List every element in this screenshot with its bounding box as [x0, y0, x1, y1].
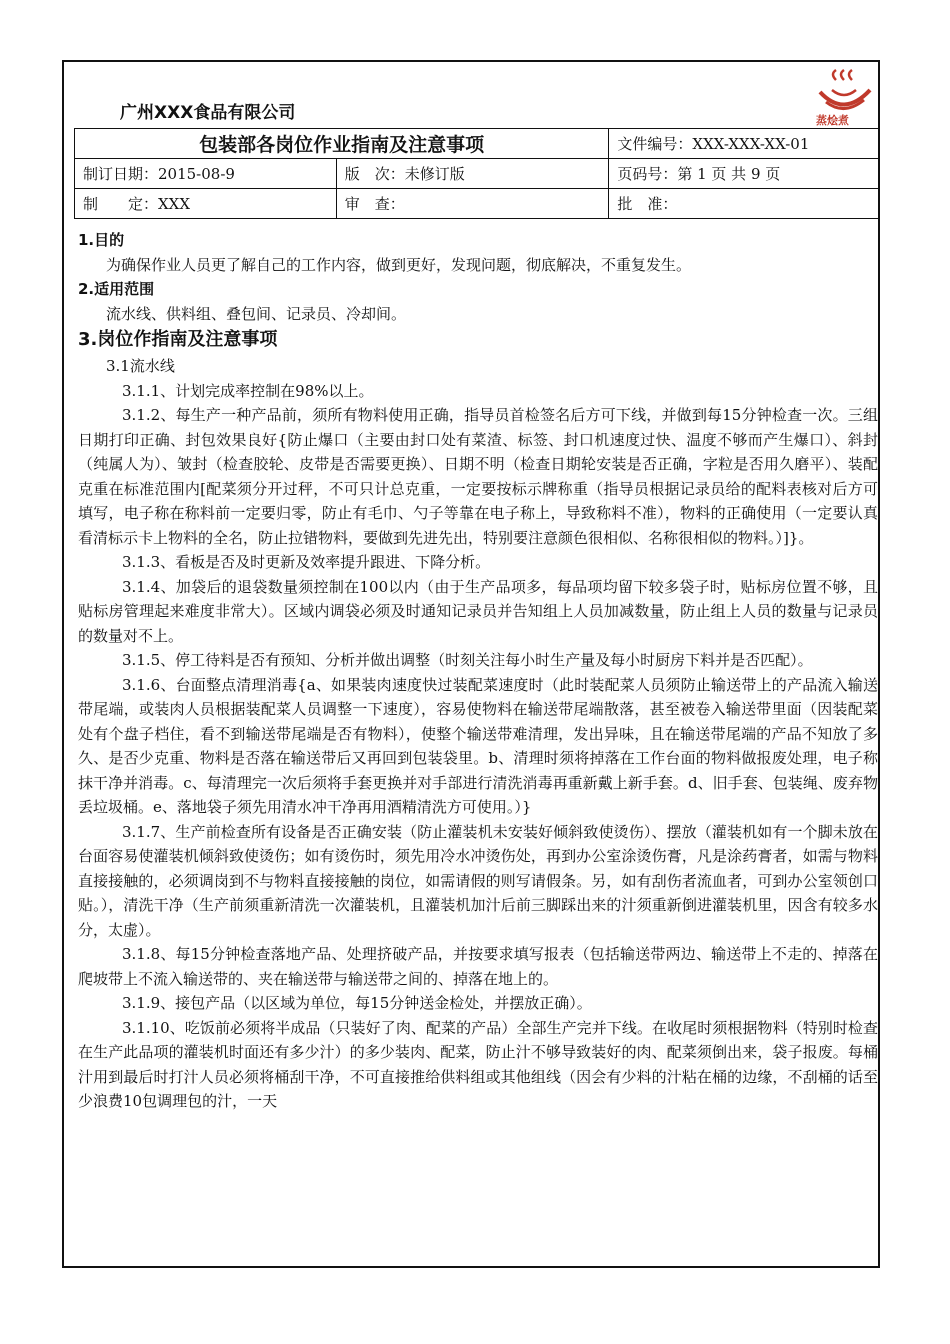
page-number: 页码号：第 1 页 共 9 页 — [609, 159, 879, 189]
document-number: 文件编号：XXX-XXX-XX-01 — [609, 129, 879, 159]
approved-by: 批 准： — [609, 189, 879, 219]
item-3-1-1: 3.1.1、计划完成率控制在98%以上。 — [122, 381, 374, 400]
version: 版 次：未修订版 — [336, 159, 609, 189]
section-1-heading: 1.目的 — [78, 231, 125, 249]
section-2-heading: 2.适用范围 — [78, 280, 155, 298]
section-2-text: 流水线、供料组、叠包间、记录员、冷却间。 — [106, 304, 407, 323]
company-name: 广州XXX食品有限公司 — [120, 103, 296, 123]
item-3-1-9: 3.1.9、接包产品（以区域为单位，每15分钟送金检处，并摆放正确）。 — [122, 994, 592, 1012]
document-title: 包装部各岗位作业指南及注意事项 — [75, 129, 609, 159]
item-3-1-5: 3.1.5、停工待料是否有预知、分析并做出调整（时刻关注每小时生产量及每小时厨房下料并是否匹配）。 — [122, 651, 813, 669]
item-3-1-4: 3.1.4、加袋后的退袋数量须控制在100以内（由于生产品项多，每品项均留下较多袋子时，贴标房位置不够，且贴标房管理起来难度非常大）。区域内调袋必须及时通知记录员并告知组上人员加减数量，防止组上人员的数量与记录员的数量对不上。 — [78, 577, 878, 645]
item-3-1-10: 3.1.10、吃饭前必须将半成品（只装好了肉、配菜的产品）全部生产完并下线。在收尾时须根据物料（特别时检查在生产此品项的灌装机时面还有多少汁）的多少装肉、配菜，防止汁不够导致装好的肉、配菜须倒出来，袋子报废。每桶汁用到最后时打汁人员必须将桶刮干净，不可直接推给供料组或其他组线（因会有少料的汁粘在桶的边缘，不刮桶的话至少浪费10包调理包的汁，一天 — [78, 1018, 878, 1110]
document-header-table — [74, 128, 879, 219]
item-3-1-2: 3.1.2、每生产一种产品前，须所有物料使用正确，指导员首检签名后方可下线，并做到每15分钟检查一次。三组日期打印正确、封包效果良好{防止爆口（主要由封口处有菜渣、标签、封口机速度过快、温度不够而产生爆口）、斜封（纯属人为）、皱封（检查胶轮、皮带是否需要更换）、日期不明（检查日期轮安装是否正确，字粒是否用久磨平）、装配克重在标准范围内[配菜须分开过秤，不可只计总克重，一定要按标示牌称重（指导员根据记录员给的配料表核对后方可填写，电子称在称料前一定要归零，防止有毛巾、勺子等靠在电子称上，导致称料不准），物料的正确使用（一定要认真看清标示卡上物料的全名，防止拉错物料，要做到先进先出，特别要注意颜色很相似、名称很相似的物料。）]}。 — [78, 406, 878, 547]
section-1-text: 为确保作业人员更了解自己的工作内容，做到更好，发现问题，彻底解决，不重复发生。 — [106, 255, 692, 274]
revision-date: 制订日期：2015-08-9 — [75, 159, 337, 189]
reviewed-by: 审 查： — [336, 189, 609, 219]
item-3-1-6: 3.1.6、台面整点清理消毒{a、如果装肉速度快过装配菜速度时（此时装配菜人员须防止输送带上的产品流入输送带尾端，或装肉人员根据装配菜人员调整一下速度），容易使物料在输送带尾端散落，甚至被卷入输送带里面（因装配菜处有个盘子档住，看不到输送带尾端是否有物料），使整个输送带难清理，发出异味，且在输送带尾端的产品不知放了多久、是否少克重、物料是否落在输送带后又再回到包装袋里。b、清理时须将掉落在工作台面的物料做报废处理，电子称抹干净并消毒。c、每清理完一次后须将手套更换并对手部进行清洗消毒再重新戴上新手套。d、旧手套、包装绳、废弃物丢垃圾桶。e、落地袋子须先用清水冲干净再用酒精清洗方可使用。）} — [78, 675, 878, 816]
logo-text: 蒸烩煮 — [816, 114, 849, 127]
document-body — [78, 228, 878, 1114]
section-3-1-heading: 3.1流水线 — [106, 357, 175, 375]
item-3-1-8: 3.1.8、每15分钟检查落地产品、处理挤破产品，并按要求填写报表（包括输送带两边、输送带上不走的、掉落在爬坡带上不流入输送带的、夹在输送带与输送带之间的、掉落在地上的。 — [78, 945, 878, 988]
item-3-1-3: 3.1.3、看板是否及时更新及效率提升跟进、下降分析。 — [122, 553, 491, 571]
document-page — [62, 60, 880, 1268]
item-3-1-7: 3.1.7、生产前检查所有设备是否正确安装（防止灌装机未安装好倾斜致使烫伤）、摆放（灌装机如有一个脚未放在台面容易使灌装机倾斜致使烫伤；如有烫伤时，须先用冷水冲烫伤处，再到办公室涂烫伤膏，凡是涂药膏者，如需与物料直接接触的，必须调岗到不与物料直接接触的岗位，如需请假的则写请假条。另，如有刮伤者流血者，可到办公室领创口贴。），清洗干净（生产前须重新清洗一次灌装机，且灌装机加汁后前三脚踩出来的汁须重新倒进灌装机里，因含有较多水分，太虚）。 — [78, 822, 878, 939]
section-3-heading: 3.岗位作指南及注意事项 — [78, 329, 278, 350]
prepared-by: 制 定：XXX — [75, 189, 337, 219]
